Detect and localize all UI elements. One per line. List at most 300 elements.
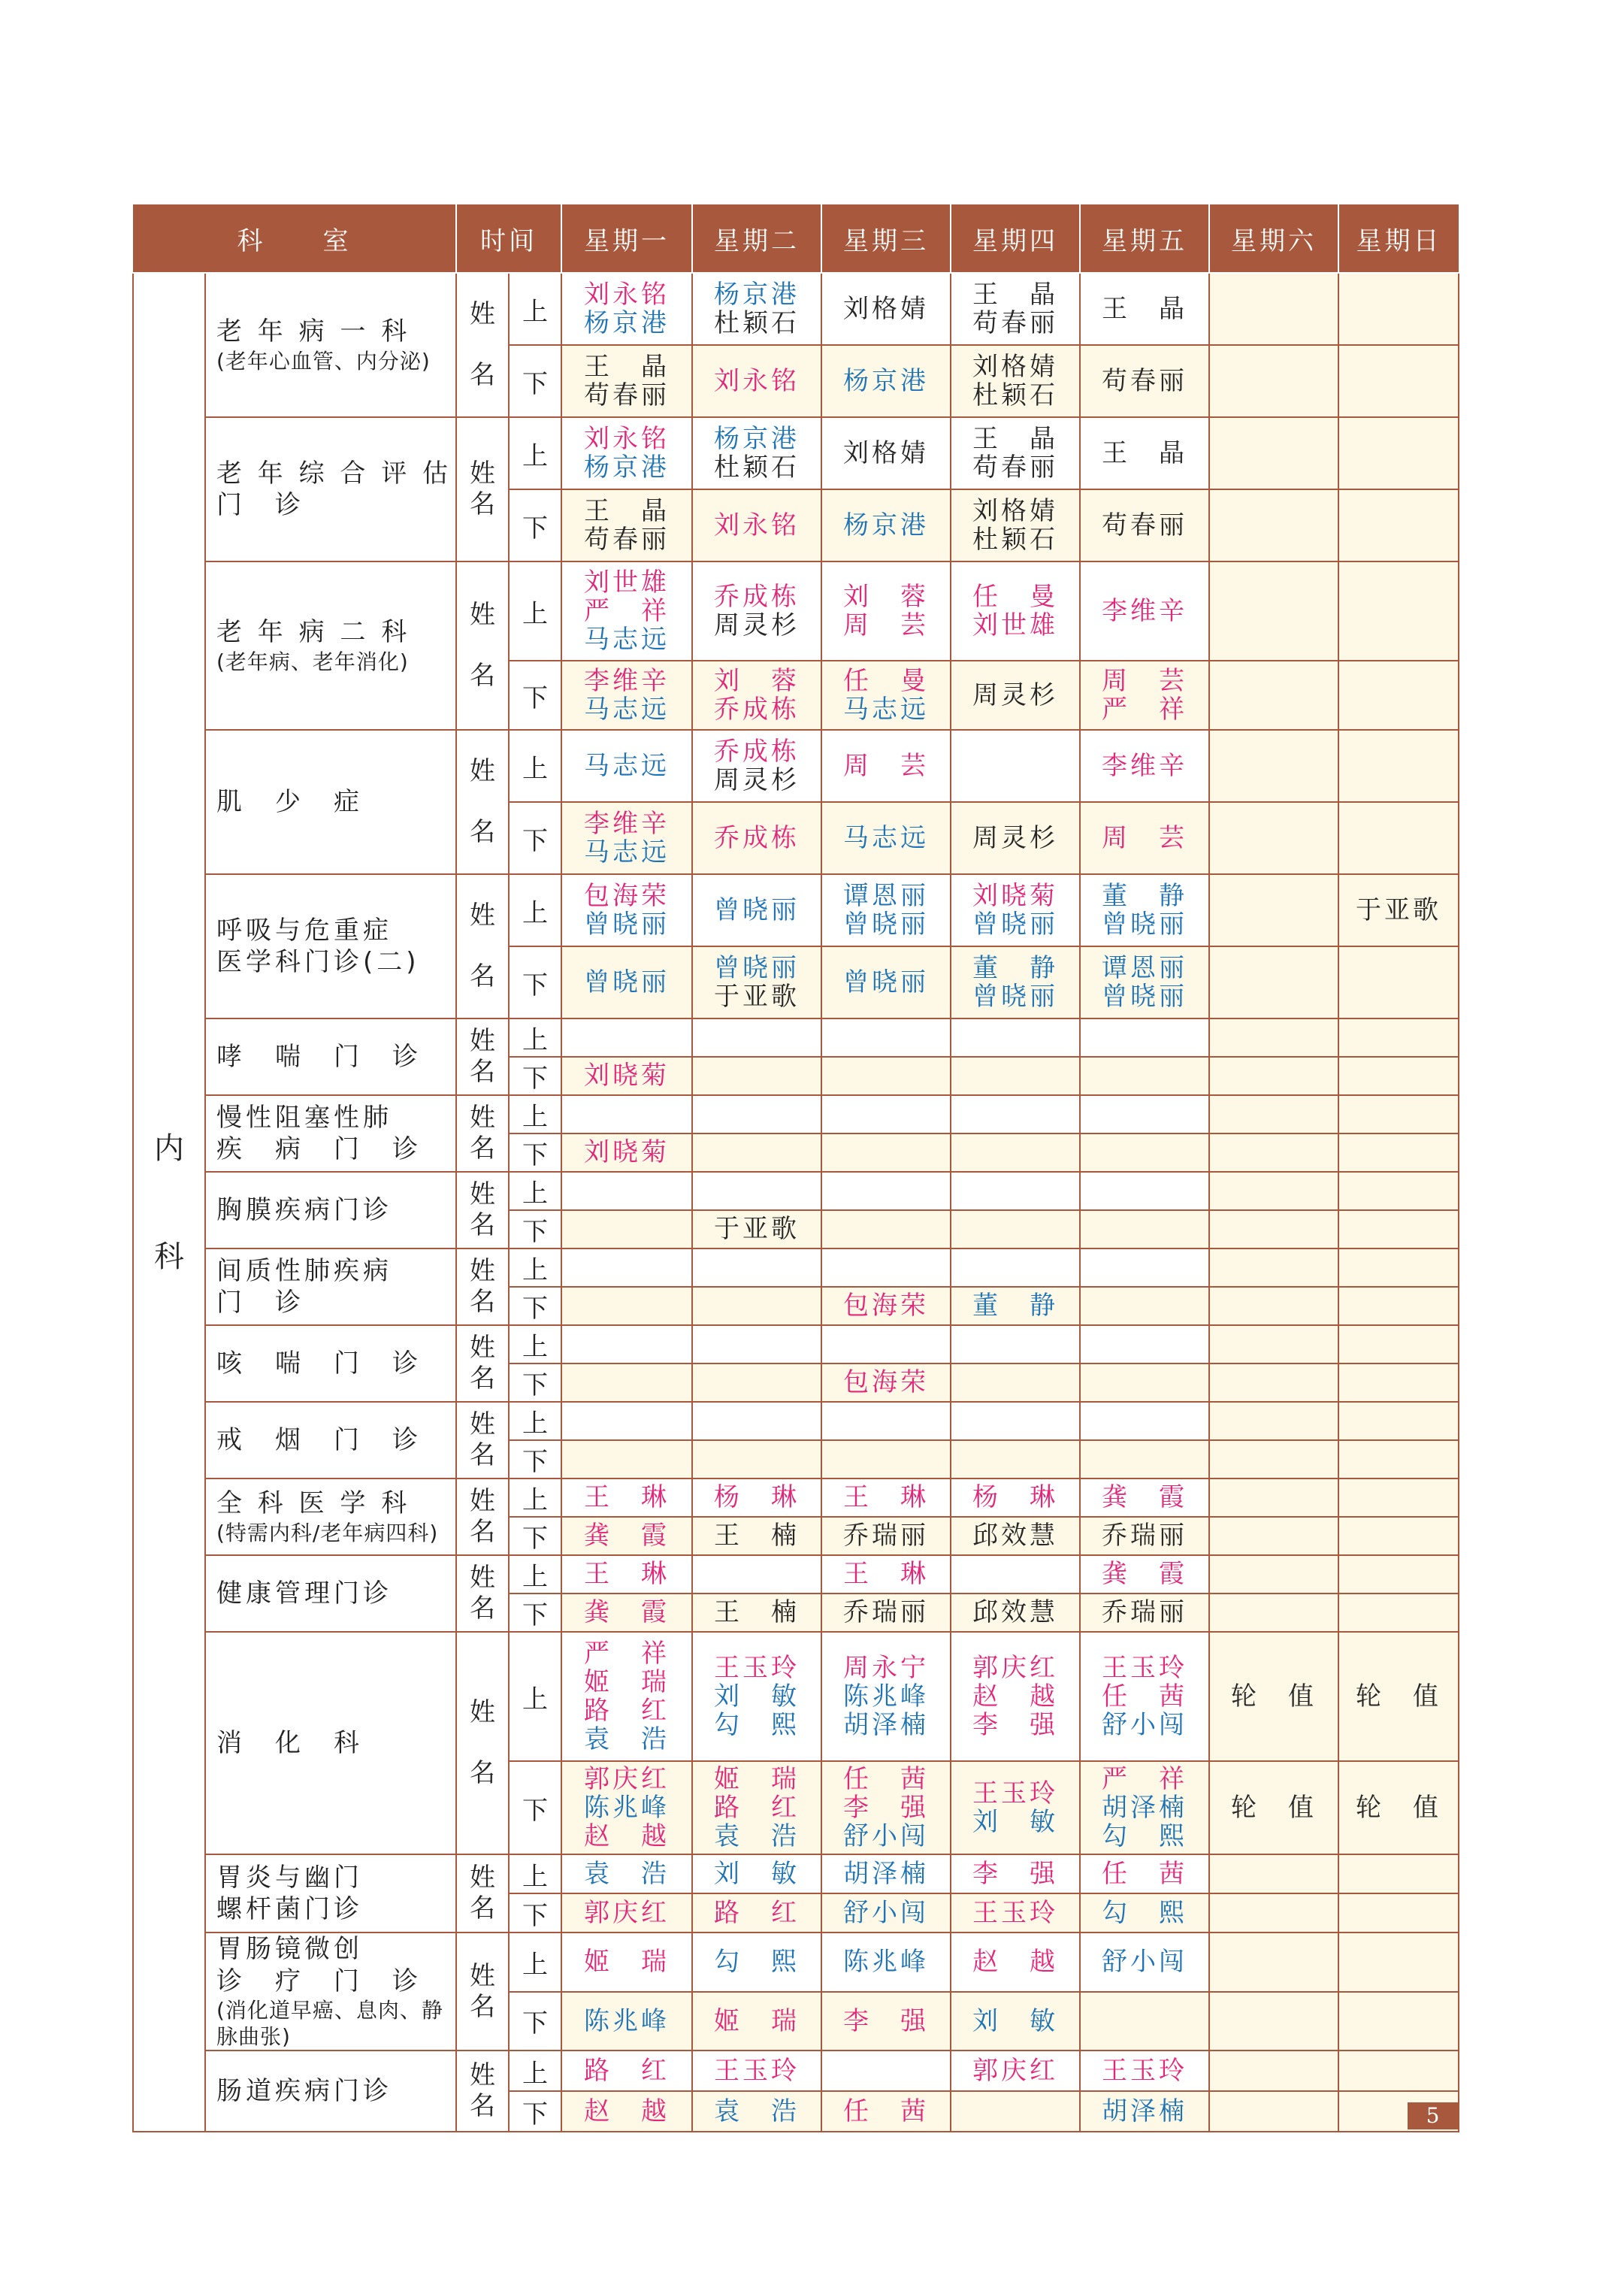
session-label: 上 <box>509 1555 561 1594</box>
schedule-cell-mon <box>561 1133 692 1172</box>
schedule-cell-mon <box>561 1517 692 1555</box>
doctor-name: 刘 敏 <box>972 2005 1058 2036</box>
session-label: 上 <box>509 1632 561 1761</box>
doctor-name: 李维辛 <box>584 808 670 839</box>
schedule-cell-wed <box>821 1479 951 1517</box>
doctor-name: 马志远 <box>584 837 670 867</box>
doctor-name: 刘 敏 <box>714 1858 800 1889</box>
doctor-name: 郭庆红 <box>972 1652 1058 1683</box>
category-cell: 内 科 <box>133 273 205 2132</box>
schedule-cell-sun <box>1338 1761 1459 1854</box>
schedule-cell-wed <box>821 1325 951 1363</box>
doctor-name: 李维辛 <box>584 665 670 696</box>
schedule-cell-wed <box>821 1517 951 1555</box>
doctor-name: 李维辛 <box>1102 750 1187 781</box>
schedule-cell-mon <box>561 1363 692 1402</box>
session-label: 下 <box>509 1440 561 1479</box>
doctor-name: 周 芸 <box>1102 665 1187 696</box>
doctor-name: 姬 瑞 <box>584 1666 670 1697</box>
doctor-name: 王 琳 <box>584 1559 670 1590</box>
schedule-cell-wed <box>821 2091 951 2132</box>
doctor-name: 王 晶 <box>972 279 1058 310</box>
doctor-name: 李 强 <box>843 2005 929 2036</box>
doctor-name: 任 茜 <box>1102 1858 1187 1889</box>
doctor-name: 赵 越 <box>584 2096 670 2126</box>
session-label: 下 <box>509 1210 561 1248</box>
schedule-cell-sat <box>1209 1933 1338 1992</box>
schedule-cell-tue <box>692 1992 821 2051</box>
schedule-cell-sun <box>1338 1632 1459 1761</box>
doctor-name: 刘格婧 <box>972 351 1058 382</box>
doctor-name: 刘世雄 <box>584 567 670 598</box>
schedule-cell-sun <box>1338 1325 1459 1363</box>
doctor-name: 刘晓菊 <box>972 880 1058 911</box>
schedule-cell-fri <box>1080 1210 1209 1248</box>
schedule-cell-tue <box>692 1594 821 1632</box>
department-subtitle: (老年病、老年消化) <box>216 649 409 674</box>
name-label: 姓 名 <box>456 1479 509 1555</box>
schedule-cell-sat <box>1209 1761 1338 1854</box>
schedule-cell-sat <box>1209 1133 1338 1172</box>
doctor-name: 王玉玲 <box>972 1778 1058 1808</box>
doctor-name: 苟春丽 <box>1102 510 1187 540</box>
schedule-cell-tue <box>692 1402 821 1440</box>
schedule-cell-sun <box>1338 1933 1459 1992</box>
doctor-name: 轮 值 <box>1231 1681 1317 1712</box>
department-name <box>205 417 456 561</box>
doctor-name: 杨京港 <box>843 510 929 540</box>
name-label: 姓 名 <box>456 561 509 730</box>
schedule-cell-wed <box>821 1402 951 1440</box>
schedule-body <box>133 273 1459 2132</box>
doctor-name: 严 祥 <box>584 1638 670 1669</box>
schedule-cell-fri <box>1080 1992 1209 2051</box>
department-name <box>205 1172 456 1248</box>
schedule-cell-fri <box>1080 1440 1209 1479</box>
schedule-cell-thu <box>951 1854 1080 1893</box>
schedule-cell-sat <box>1209 1402 1338 1440</box>
schedule-cell-sat <box>1209 946 1338 1018</box>
doctor-name: 曾晓丽 <box>972 910 1058 940</box>
schedule-cell-tue <box>692 661 821 730</box>
schedule-cell-fri <box>1080 561 1209 661</box>
schedule-row <box>133 1018 1459 1057</box>
schedule-cell-thu <box>951 1172 1080 1210</box>
department-title: 健康管理门诊 <box>216 1578 392 1609</box>
schedule-row <box>133 1632 1459 1761</box>
schedule-cell-thu <box>951 1363 1080 1402</box>
schedule-cell-mon <box>561 1172 692 1210</box>
doctor-name: 舒小闯 <box>843 1821 929 1852</box>
header-wednesday: 星期三 <box>821 204 951 273</box>
doctor-name: 苟春丽 <box>584 525 670 555</box>
schedule-cell-mon <box>561 345 692 417</box>
schedule-cell-tue <box>692 1854 821 1893</box>
doctor-name: 董 静 <box>972 952 1058 983</box>
schedule-cell-tue <box>692 1325 821 1363</box>
schedule-cell-wed <box>821 1555 951 1594</box>
schedule-cell-mon <box>561 1555 692 1594</box>
session-label: 上 <box>509 2051 561 2091</box>
department-title: 老 年 病 二 科 <box>216 617 411 648</box>
schedule-row <box>133 2051 1459 2091</box>
header-sunday: 星期日 <box>1338 204 1459 273</box>
header-monday: 星期一 <box>561 204 692 273</box>
department-name <box>205 730 456 874</box>
schedule-cell-thu <box>951 1057 1080 1095</box>
schedule-cell-sun <box>1338 946 1459 1018</box>
schedule-cell-tue <box>692 1018 821 1057</box>
doctor-name: 杨京港 <box>843 365 929 396</box>
doctor-name: 龚 霞 <box>584 1521 670 1551</box>
doctor-name: 袁 浩 <box>584 1724 670 1755</box>
doctor-name: 王 晶 <box>1102 293 1187 324</box>
schedule-cell-sat <box>1209 1325 1338 1363</box>
schedule-cell-wed <box>821 1172 951 1210</box>
schedule-cell-wed <box>821 1761 951 1854</box>
schedule-cell-fri <box>1080 1133 1209 1172</box>
session-label: 下 <box>509 1057 561 1095</box>
schedule-cell-fri <box>1080 2091 1209 2132</box>
doctor-name: 曾晓丽 <box>843 967 929 997</box>
schedule-row <box>133 1095 1459 1133</box>
schedule-cell-sat <box>1209 1363 1338 1402</box>
doctor-name: 严 祥 <box>1102 695 1187 725</box>
schedule-cell-sat <box>1209 1854 1338 1893</box>
session-label: 下 <box>509 1517 561 1555</box>
schedule-cell-thu <box>951 1933 1080 1992</box>
doctor-name: 曾晓丽 <box>584 910 670 940</box>
name-label: 姓 名 <box>456 1095 509 1172</box>
schedule-cell-fri <box>1080 1363 1209 1402</box>
schedule-cell-tue <box>692 345 821 417</box>
schedule-cell-mon <box>561 1854 692 1893</box>
doctor-name: 刘永铭 <box>584 423 670 454</box>
schedule-cell-tue <box>692 1893 821 1933</box>
doctor-name: 陈兆峰 <box>584 1792 670 1823</box>
schedule-cell-mon <box>561 661 692 730</box>
schedule-cell-sat <box>1209 874 1338 946</box>
schedule-cell-sat <box>1209 661 1338 730</box>
schedule-cell-sun <box>1338 1248 1459 1287</box>
doctor-name: 谭恩丽 <box>1102 952 1187 983</box>
header-department: 科 室 <box>133 204 456 273</box>
doctor-name: 曾晓丽 <box>843 910 929 940</box>
schedule-cell-mon <box>561 1057 692 1095</box>
schedule-cell-wed <box>821 1594 951 1632</box>
schedule-cell-wed <box>821 1632 951 1761</box>
schedule-cell-tue <box>692 2051 821 2091</box>
schedule-cell-tue <box>692 802 821 874</box>
schedule-table <box>132 203 1459 2132</box>
schedule-cell-thu <box>951 1594 1080 1632</box>
doctor-name: 李 强 <box>972 1858 1058 1889</box>
doctor-name: 于亚歌 <box>714 982 800 1012</box>
doctor-name: 邱效慧 <box>972 1597 1058 1628</box>
doctor-name: 杨京港 <box>714 279 800 310</box>
doctor-name: 王 晶 <box>1102 437 1187 468</box>
doctor-name: 刘 敏 <box>972 1807 1058 1837</box>
name-label: 姓 名 <box>456 874 509 1018</box>
schedule-cell-thu <box>951 489 1080 561</box>
schedule-cell-sun <box>1338 2051 1459 2091</box>
doctor-name: 刘世雄 <box>972 610 1058 640</box>
doctor-name: 路 红 <box>714 1897 800 1928</box>
schedule-cell-sun <box>1338 489 1459 561</box>
doctor-name: 乔瑞丽 <box>843 1597 929 1628</box>
schedule-cell-sun <box>1338 1095 1459 1133</box>
schedule-cell-tue <box>692 1933 821 1992</box>
page-number: 5 <box>1408 2102 1458 2129</box>
schedule-cell-fri <box>1080 417 1209 489</box>
schedule-cell-wed <box>821 489 951 561</box>
schedule-cell-fri <box>1080 1057 1209 1095</box>
department-name <box>205 1632 456 1854</box>
schedule-cell-tue <box>692 946 821 1018</box>
doctor-name: 周灵杉 <box>972 679 1058 710</box>
schedule-row <box>133 1854 1459 1893</box>
doctor-name: 乔成栋 <box>714 822 800 853</box>
schedule-cell-mon <box>561 1440 692 1479</box>
doctor-name: 刘永铭 <box>714 510 800 540</box>
doctor-name: 刘晓菊 <box>584 1137 670 1168</box>
doctor-name: 刘永铭 <box>584 279 670 310</box>
schedule-cell-sat <box>1209 1248 1338 1287</box>
doctor-name: 周 芸 <box>843 750 929 781</box>
schedule-cell-sat <box>1209 345 1338 417</box>
schedule-cell-tue <box>692 1133 821 1172</box>
department-title: 哮 喘 门 诊 <box>216 1041 422 1072</box>
department-name <box>205 561 456 730</box>
doctor-name: 袁 浩 <box>584 1858 670 1889</box>
doctor-name: 李 强 <box>843 1792 929 1823</box>
session-label: 上 <box>509 730 561 802</box>
schedule-cell-tue <box>692 1761 821 1854</box>
schedule-cell-fri <box>1080 661 1209 730</box>
schedule-cell-wed <box>821 1018 951 1057</box>
schedule-cell-wed <box>821 2051 951 2091</box>
department-title: 全 科 医 学 科 <box>216 1488 411 1519</box>
schedule-cell-sun <box>1338 1440 1459 1479</box>
schedule-cell-sat <box>1209 273 1338 345</box>
doctor-name: 马志远 <box>584 750 670 781</box>
schedule-cell-fri <box>1080 1172 1209 1210</box>
schedule-cell-tue <box>692 874 821 946</box>
doctor-name: 王 楠 <box>714 1521 800 1551</box>
schedule-cell-mon <box>561 1992 692 2051</box>
doctor-name: 杨 琳 <box>714 1482 800 1513</box>
department-title: 戒 烟 门 诊 <box>216 1424 422 1455</box>
department-name <box>205 1854 456 1933</box>
schedule-cell-sat <box>1209 1018 1338 1057</box>
schedule-cell-tue <box>692 1057 821 1095</box>
schedule-cell-fri <box>1080 1248 1209 1287</box>
header-time: 时间 <box>456 204 561 273</box>
department-name <box>205 1248 456 1325</box>
schedule-cell-tue <box>692 1210 821 1248</box>
doctor-name: 赵 越 <box>972 1947 1058 1978</box>
doctor-name: 杜颖石 <box>714 308 800 338</box>
doctor-name: 谭恩丽 <box>843 880 929 911</box>
doctor-name: 路 红 <box>584 2055 670 2086</box>
schedule-cell-wed <box>821 946 951 1018</box>
schedule-row <box>133 1933 1459 1992</box>
schedule-row <box>133 561 1459 661</box>
schedule-cell-thu <box>951 1095 1080 1133</box>
schedule-cell-sun <box>1338 802 1459 874</box>
schedule-cell-fri <box>1080 489 1209 561</box>
doctor-name: 乔成栋 <box>714 695 800 725</box>
schedule-cell-tue <box>692 1172 821 1210</box>
schedule-cell-sun <box>1338 1018 1459 1057</box>
doctor-name: 王玉玲 <box>1102 2055 1187 2086</box>
header-friday: 星期五 <box>1080 204 1209 273</box>
doctor-name: 龚 霞 <box>584 1597 670 1628</box>
department-name <box>205 1018 456 1095</box>
doctor-name: 乔瑞丽 <box>843 1521 929 1551</box>
header-saturday: 星期六 <box>1209 204 1338 273</box>
session-label: 上 <box>509 1095 561 1133</box>
schedule-cell-wed <box>821 1287 951 1325</box>
doctor-name: 王玉玲 <box>714 1652 800 1683</box>
schedule-cell-sat <box>1209 2051 1338 2091</box>
doctor-name: 任 曼 <box>843 665 929 696</box>
schedule-cell-thu <box>951 1761 1080 1854</box>
doctor-name: 周灵杉 <box>972 822 1058 853</box>
schedule-cell-thu <box>951 273 1080 345</box>
schedule-cell-sun <box>1338 874 1459 946</box>
session-label: 下 <box>509 2091 561 2132</box>
doctor-name: 周 芸 <box>843 610 929 640</box>
schedule-cell-fri <box>1080 1018 1209 1057</box>
schedule-cell-wed <box>821 874 951 946</box>
schedule-cell-sun <box>1338 1479 1459 1517</box>
schedule-cell-thu <box>951 1632 1080 1761</box>
header-row <box>133 204 1459 273</box>
schedule-cell-mon <box>561 1095 692 1133</box>
schedule-cell-thu <box>951 946 1080 1018</box>
doctor-name: 包海荣 <box>843 1367 929 1398</box>
schedule-cell-thu <box>951 1402 1080 1440</box>
header-thursday: 星期四 <box>951 204 1080 273</box>
schedule-cell-tue <box>692 417 821 489</box>
doctor-name: 胡泽楠 <box>843 1858 929 1889</box>
schedule-cell-mon <box>561 1210 692 1248</box>
schedule-cell-sat <box>1209 802 1338 874</box>
doctor-name: 杨京港 <box>584 308 670 338</box>
schedule-cell-mon <box>561 1287 692 1325</box>
schedule-cell-fri <box>1080 345 1209 417</box>
schedule-cell-mon <box>561 489 692 561</box>
doctor-name: 杨 琳 <box>972 1482 1058 1513</box>
schedule-cell-sun <box>1338 1287 1459 1325</box>
doctor-name: 乔瑞丽 <box>1102 1597 1187 1628</box>
schedule-cell-tue <box>692 1555 821 1594</box>
schedule-cell-sun <box>1338 1854 1459 1893</box>
schedule-cell-sun <box>1338 1992 1459 2051</box>
schedule-row <box>133 1479 1459 1517</box>
schedule-cell-thu <box>951 1287 1080 1325</box>
schedule-cell-fri <box>1080 1479 1209 1517</box>
schedule-cell-sun <box>1338 1893 1459 1933</box>
session-label: 下 <box>509 1133 561 1172</box>
doctor-name: 陈兆峰 <box>584 2005 670 2036</box>
doctor-name: 姬 瑞 <box>714 1763 800 1794</box>
schedule-cell-sat <box>1209 1095 1338 1133</box>
session-label: 上 <box>509 1854 561 1893</box>
schedule-cell-wed <box>821 1095 951 1133</box>
session-label: 上 <box>509 1018 561 1057</box>
doctor-name: 赵 越 <box>972 1681 1058 1712</box>
schedule-cell-thu <box>951 2091 1080 2132</box>
schedule-cell-wed <box>821 1057 951 1095</box>
schedule-cell-sat <box>1209 2091 1338 2132</box>
department-title: 老 年 综 合 评 估 门 诊 <box>216 458 452 520</box>
schedule-cell-sat <box>1209 730 1338 802</box>
doctor-name: 舒小闯 <box>1102 1947 1187 1978</box>
schedule-cell-thu <box>951 730 1080 802</box>
schedule-cell-wed <box>821 661 951 730</box>
department-title: 老 年 病 一 科 <box>216 316 411 347</box>
schedule-cell-sat <box>1209 1479 1338 1517</box>
schedule-cell-fri <box>1080 1325 1209 1363</box>
session-label: 下 <box>509 946 561 1018</box>
name-label: 姓 名 <box>456 1248 509 1325</box>
doctor-name: 苟春丽 <box>584 380 670 410</box>
department-title: 呼吸与危重症 医学科门诊(二) <box>216 915 420 977</box>
session-label: 上 <box>509 1172 561 1210</box>
doctor-name: 赵 越 <box>584 1821 670 1852</box>
schedule-cell-fri <box>1080 2051 1209 2091</box>
doctor-name: 曾晓丽 <box>714 894 800 925</box>
schedule-cell-tue <box>692 1095 821 1133</box>
schedule-cell-sun <box>1338 730 1459 802</box>
schedule-cell-fri <box>1080 730 1209 802</box>
department-name <box>205 874 456 1018</box>
session-label: 下 <box>509 1594 561 1632</box>
session-label: 下 <box>509 345 561 417</box>
doctor-name: 杨京港 <box>584 452 670 483</box>
doctor-name: 周灵杉 <box>714 610 800 640</box>
doctor-name: 轮 值 <box>1231 1792 1317 1823</box>
schedule-cell-fri <box>1080 874 1209 946</box>
schedule-cell-fri <box>1080 946 1209 1018</box>
doctor-name: 乔成栋 <box>714 736 800 767</box>
schedule-cell-sun <box>1338 273 1459 345</box>
schedule-cell-thu <box>951 1992 1080 2051</box>
schedule-row <box>133 273 1459 345</box>
schedule-cell-thu <box>951 1210 1080 1248</box>
doctor-name: 路 红 <box>584 1696 670 1726</box>
schedule-cell-sat <box>1209 1893 1338 1933</box>
department-name <box>205 1325 456 1402</box>
schedule-cell-mon <box>561 802 692 874</box>
schedule-cell-mon <box>561 273 692 345</box>
doctor-name: 苟春丽 <box>972 308 1058 338</box>
doctor-name: 陈兆峰 <box>843 1947 929 1978</box>
schedule-row <box>133 730 1459 802</box>
schedule-cell-sun <box>1338 1402 1459 1440</box>
doctor-name: 董 静 <box>972 1291 1058 1321</box>
schedule-cell-sun <box>1338 1555 1459 1594</box>
doctor-name: 刘永铭 <box>714 365 800 396</box>
session-label: 下 <box>509 661 561 730</box>
schedule-row <box>133 1172 1459 1210</box>
schedule-cell-sun <box>1338 1363 1459 1402</box>
doctor-name: 于亚歌 <box>1356 894 1441 925</box>
department-title: 消 化 科 <box>216 1727 363 1758</box>
doctor-name: 刘格婧 <box>843 437 929 468</box>
